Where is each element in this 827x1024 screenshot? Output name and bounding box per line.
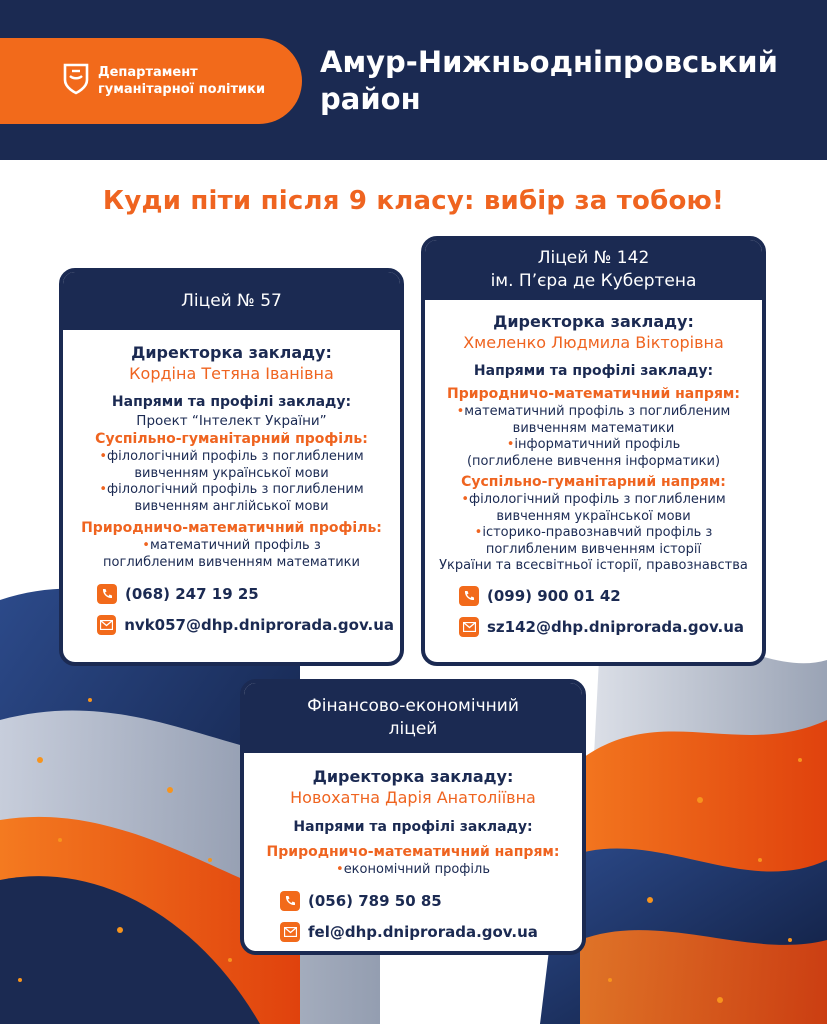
card-financial-lyceum	[240, 679, 586, 955]
district-title	[320, 44, 800, 118]
phone-icon	[280, 891, 300, 911]
mail-icon	[280, 922, 300, 942]
list-item: •математичний профіль з поглибленим вивченням математики	[456, 404, 731, 436]
email-contact[interactable]	[97, 614, 394, 636]
district-title-line2: район	[320, 82, 421, 116]
card-title	[63, 272, 400, 330]
director-label: Директорка закладу:	[312, 767, 514, 786]
group-title: Природничо-математичний профіль:	[81, 520, 382, 536]
list-item: •історико-правознавчий профіль з поглибленим вивченням історії України та всесвітньої історії, правознавства	[439, 525, 748, 573]
header-banner	[0, 0, 827, 160]
director-name: Хмеленко Людмила Вікторівна	[463, 333, 724, 352]
list-item: •математичний профіль з поглибленим вивченням математики	[103, 538, 360, 570]
department-name-line2: гуманітарної політики	[98, 82, 266, 97]
department-shield-icon	[62, 62, 90, 96]
card-lyceum-142	[421, 236, 766, 666]
card-title-line1: Ліцей № 142	[537, 248, 650, 268]
list-item: •філологічний профіль з поглибленим вивченням англійської мови	[99, 482, 364, 514]
director-name: Кордіна Тетяна Іванівна	[129, 364, 334, 383]
email-address: sz142@dhp.dniprorada.gov.ua	[487, 617, 744, 636]
card-title	[425, 240, 762, 300]
card-title-line2: ім. П’єра де Кубертена	[490, 271, 697, 291]
phone-contact[interactable]	[459, 585, 756, 607]
card-title-text: Ліцей № 57	[181, 290, 282, 311]
email-contact[interactable]	[280, 921, 576, 943]
profiles-label: Напрями та профілі закладу:	[293, 819, 533, 835]
card-lyceum-57	[59, 268, 404, 666]
phone-contact[interactable]	[97, 583, 394, 605]
phone-number: (099) 900 01 42	[487, 586, 621, 605]
phone-number: (056) 789 50 85	[308, 891, 442, 910]
phone-number: (068) 247 19 25	[125, 585, 259, 603]
phone-icon	[459, 586, 479, 606]
card-title-line1: Фінансово-економічний	[307, 696, 519, 716]
email-contact[interactable]	[459, 616, 756, 638]
phone-contact[interactable]	[280, 890, 576, 912]
director-name: Новохатна Дарія Анатоліївна	[290, 788, 536, 807]
profiles-label: Напрями та профілі закладу:	[111, 394, 352, 410]
phone-icon	[97, 584, 117, 604]
profiles-label: Напрями та профілі закладу:	[473, 363, 714, 379]
mail-icon	[459, 617, 479, 637]
list-item: •економічний профіль	[336, 862, 490, 877]
card-title-line2: ліцей	[388, 719, 438, 739]
page-headline: Куди піти після 9 класу: вибір за тобою!	[102, 186, 725, 216]
project-name: Проект “Інтелект України”	[136, 413, 327, 429]
list-item: •філологічний профіль з поглибленим вивченням української мови	[461, 492, 726, 524]
department-name	[98, 64, 265, 98]
email-address: nvk057@dhp.dniprorada.gov.ua	[124, 616, 394, 634]
district-title-line1: Амур-Нижньодніпровський	[320, 45, 778, 79]
card-title	[244, 683, 582, 753]
mail-icon	[97, 615, 116, 635]
list-item: •філологічний профіль з поглибленим вивченням української мови	[99, 449, 364, 481]
director-label: Директорка закладу:	[493, 312, 694, 331]
group-title: Суспільно-гуманітарний напрям:	[461, 474, 726, 490]
list-item: •інформатичний профіль (поглиблене вивчення інформатики)	[466, 437, 721, 469]
department-badge	[0, 38, 302, 124]
group-title: Природничо-математичний напрям:	[447, 386, 740, 402]
director-label: Директорка закладу:	[131, 343, 332, 362]
group-title: Природничо-математичний напрям:	[266, 844, 560, 860]
group-title: Суспільно-гуманітарний профіль:	[95, 431, 368, 447]
department-name-line1: Департамент	[98, 65, 198, 80]
email-address: fel@dhp.dniprorada.gov.ua	[308, 922, 538, 941]
